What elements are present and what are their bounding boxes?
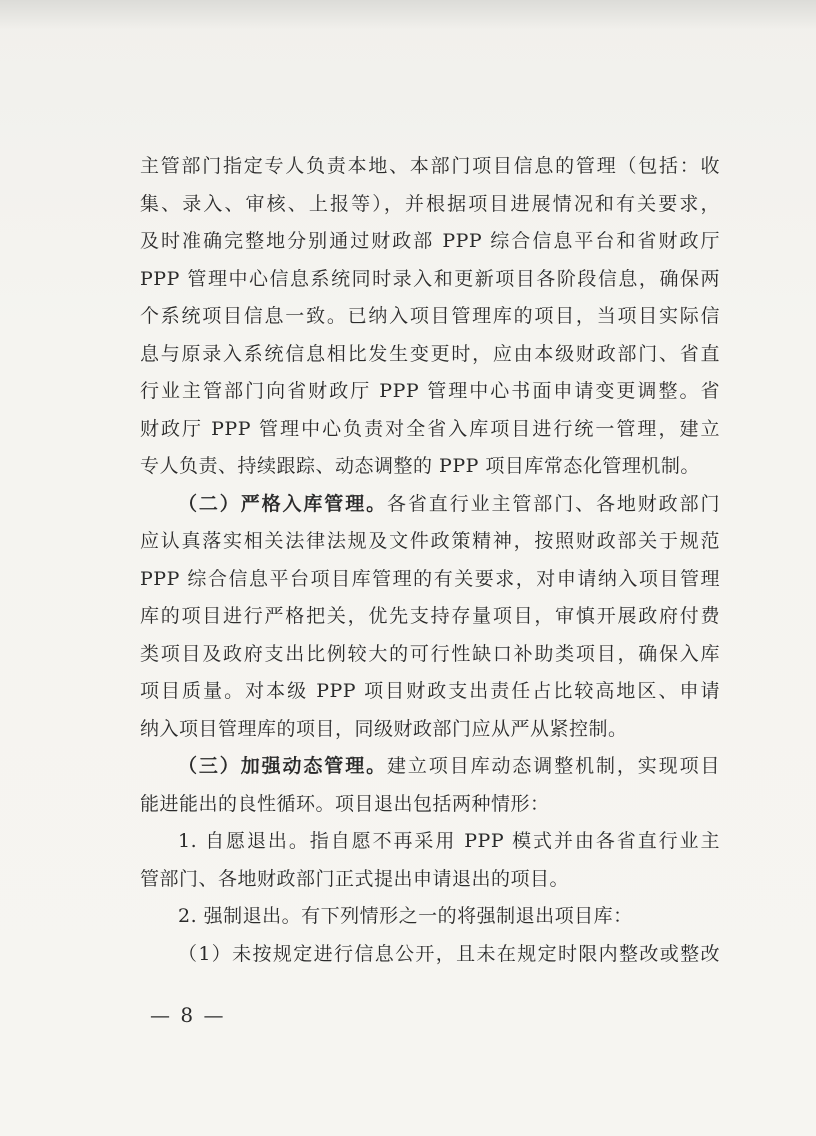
text-line: 集、录入、审核、上报等），并根据项目进展情况和有关要求，	[140, 192, 720, 215]
text-line: 2. 强制退出。有下列情形之一的将强制退出项目库：	[178, 905, 633, 927]
section-3-first-line	[140, 748, 720, 786]
scan-top-shadow	[0, 0, 816, 30]
text-line: 纳入项目管理库的项目，同级财政部门应从严从紧控制。	[140, 717, 628, 740]
text-line: 项目质量。对本级 PPP 项目财政支出责任占比较高地区、申请	[140, 680, 720, 702]
text-line: （1）未按规定进行信息公开，且未在规定时限内整改或整改	[178, 942, 720, 965]
page-number: — 8 —	[150, 1003, 226, 1027]
text-line: 及时准确完整地分别通过财政部 PPP 综合信息平台和省财政厅	[140, 230, 720, 252]
section-2-first-line	[140, 486, 720, 524]
text-line: 财政厅 PPP 管理中心负责对全省入库项目进行统一管理，建立	[140, 417, 720, 440]
text-line: 库的项目进行严格把关，优先支持存量项目，审慎开展政府付费	[140, 605, 720, 627]
text-line: 专人负责、持续跟踪、动态调整的 PPP 项目库常态化管理机制。	[140, 455, 700, 477]
text-line: 1. 自愿退出。指自愿不再采用 PPP 模式并由各省直行业主	[178, 830, 720, 852]
text-line: 应认真落实相关法律法规及文件政策精神，按照财政部关于规范	[140, 530, 720, 552]
text-line: 能进能出的良性循环。项目退出包括两种情形：	[140, 792, 550, 815]
section-text: 建立项目库动态调整机制，实现项目	[387, 755, 720, 777]
section-text: 各省直行业主管部门、各地财政部门	[387, 492, 720, 515]
text-line: PPP 综合信息平台项目库管理的有关要求，对申请纳入项目管理	[140, 567, 720, 590]
section-heading: （二）严格入库管理。	[178, 492, 387, 515]
section-heading: （三）加强动态管理。	[178, 755, 387, 777]
text-line: 个系统项目信息一致。已纳入项目管理库的项目，当项目实际信	[140, 305, 720, 327]
text-line: 息与原录入系统信息相比发生变更时，应由本级财政部门、省直	[140, 342, 720, 365]
document-body	[140, 148, 720, 973]
text-line: 行业主管部门向省财政厅 PPP 管理中心书面申请变更调整。省	[140, 380, 720, 402]
text-line: 类项目及政府支出比例较大的可行性缺口补助类项目，确保入库	[140, 642, 720, 665]
text-line: 主管部门指定专人负责本地、本部门项目信息的管理（包括：收	[140, 155, 720, 177]
text-line: 管部门、各地财政部门正式提出申请退出的项目。	[140, 867, 570, 890]
text-line: PPP 管理中心信息系统同时录入和更新项目各阶段信息，确保两	[140, 267, 720, 290]
